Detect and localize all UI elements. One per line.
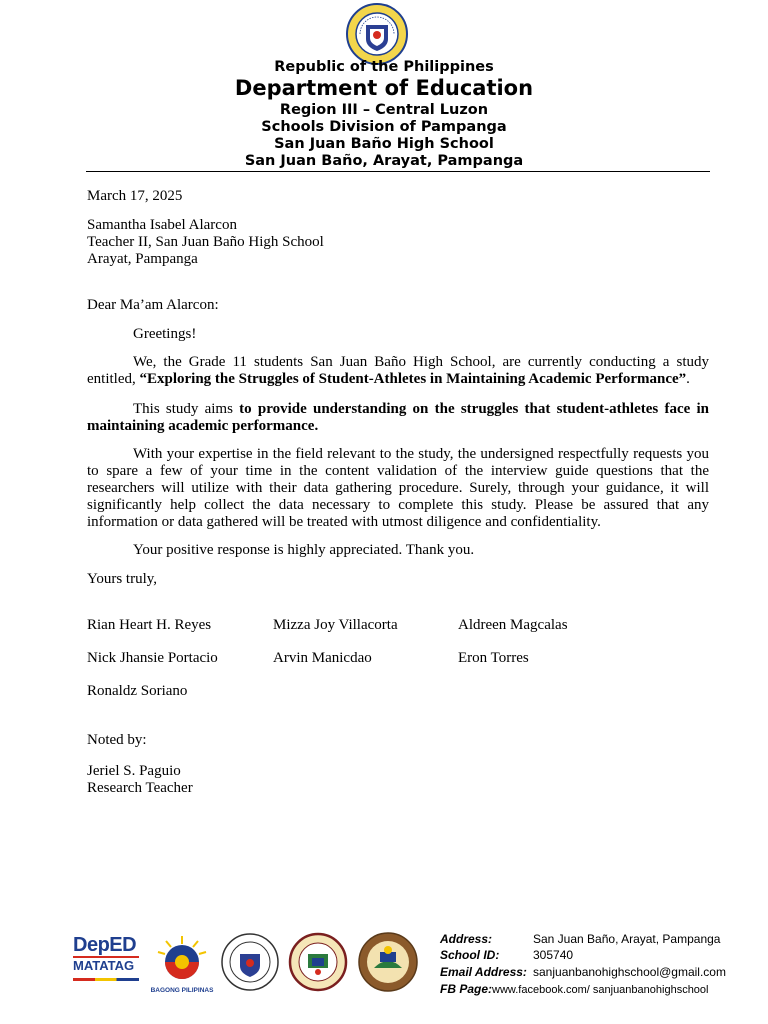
paragraph-1 [87, 354, 709, 388]
footer [0, 924, 768, 1024]
bagong-pilipinas-logo [148, 932, 216, 992]
noted-by-label: Noted by: [87, 732, 147, 748]
location-line: San Juan Baño, Arayat, Pampanga [244, 153, 524, 169]
study-aim: to provide understanding on the struggles that student-athletes face in maintaining academic performance. [87, 401, 709, 434]
bagong-pilipinas-emblem-icon [148, 932, 216, 982]
country-line: Republic of the Philippines [274, 59, 494, 75]
deped-matatag-logo [73, 934, 143, 994]
matatag-stripe [73, 978, 139, 981]
bagong-pilipinas-text: BAGONG PILIPINAS [150, 987, 214, 994]
recipient-address: Arayat, Pampanga [87, 251, 198, 267]
deped-logo-text: DepED [73, 934, 137, 956]
matatag-logo-text: MATATAG [73, 956, 139, 974]
division-seal-icon [288, 932, 348, 992]
signatory-5: Arvin Manicdao [273, 650, 372, 666]
school-line: San Juan Baño High School [274, 136, 494, 152]
school-id-label: School ID: [440, 948, 500, 962]
division-line: Schools Division of Pampanga [261, 119, 507, 135]
greeting: Greetings! [133, 326, 197, 342]
address-label: Address: [440, 932, 493, 946]
signatory-1: Rian Heart H. Reyes [87, 617, 212, 633]
signatory-4: Nick Jhansie Portacio [87, 650, 218, 666]
study-title: “Exploring the Struggles of Student-Athletes in Maintaining Academic Performance” [139, 371, 687, 387]
paragraph-3: With your expertise in the field relevant to the study, the undersigned respectfully requests you to spare a few of your time in the content validation of the interview guide questions that the researchers will utilize with their data gathering procedure. Surely, through your guidance, it will significantly help collect the data necessary to complete this study. Please be assured that any information or data gathered will be treated with utmost diligence and confidentiality. [87, 446, 709, 530]
fb-page-value: www.facebook.com/ sanjuanbanohighschool [492, 984, 709, 996]
deped-seal-logo [346, 3, 408, 65]
region-line: Region III – Central Luzon [279, 102, 489, 118]
fb-page-label-text: FB Page: [440, 982, 493, 996]
letterhead-divider [86, 171, 710, 172]
signatory-2: Mizza Joy Villacorta [273, 617, 398, 633]
noter-title: Research Teacher [87, 780, 193, 796]
fb-page-label [440, 983, 709, 996]
paragraph-2 [87, 401, 709, 435]
deped-seal-footer-icon [220, 932, 280, 992]
address-value: San Juan Baño, Arayat, Pampanga [533, 932, 721, 946]
school-seal-icon [356, 932, 420, 992]
salutation: Dear Ma’am Alarcon: [87, 297, 219, 313]
recipient-name: Samantha Isabel Alarcon [87, 217, 237, 233]
letter-date: March 17, 2025 [87, 188, 183, 204]
recipient-title: Teacher II, San Juan Baño High School [87, 234, 324, 250]
department-title: Department of Education [234, 76, 534, 100]
signatory-6: Eron Torres [458, 650, 529, 666]
paragraph-1-end: . [686, 371, 690, 387]
school-id-value: 305740 [533, 948, 574, 962]
email-label: Email Address: [440, 965, 527, 979]
noter-name: Jeriel S. Paguio [87, 763, 181, 779]
signatory-7: Ronaldz Soriano [87, 683, 188, 699]
paragraph-4: Your positive response is highly appreciated. Thank you. [133, 542, 475, 558]
signatory-3: Aldreen Magcalas [458, 617, 568, 633]
email-value: sanjuanbanohighschool@gmail.com [533, 965, 726, 979]
closing: Yours truly, [87, 571, 158, 587]
paragraph-2-text: This study aims [133, 401, 240, 417]
paragraph-1-text: We, the Grade 11 students San Juan Baño High School, are currently conducting a study entitled, [87, 354, 709, 387]
